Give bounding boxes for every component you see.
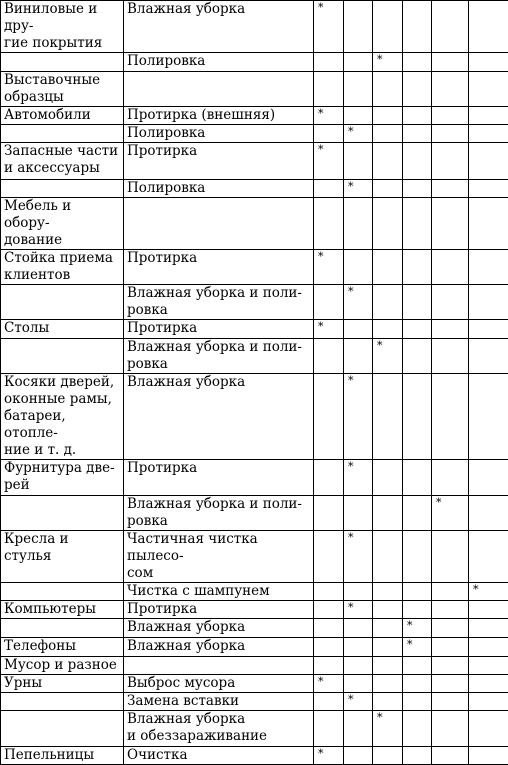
frequency-cell [432,285,469,320]
frequency-cell [469,1,508,53]
task-cell: Влажная уборка [124,374,314,460]
frequency-cell [432,250,469,285]
frequency-cell [403,285,432,320]
frequency-cell [432,339,469,374]
frequency-cell [403,125,432,143]
task-cell [124,198,314,250]
frequency-cell [469,72,508,107]
frequency-cell [469,657,508,675]
task-cell: Влажная уборка и обеззараживание [124,711,314,747]
frequency-cell [344,53,373,72]
frequency-cell [373,583,403,601]
table-row [1,107,508,125]
frequency-cell [373,619,403,638]
frequency-cell [314,125,344,143]
frequency-mark: * [314,747,344,765]
frequency-cell [373,198,403,250]
frequency-cell [469,675,508,693]
task-cell: Чистка с шампунем [124,583,314,601]
frequency-cell [403,693,432,711]
frequency-cell [314,601,344,619]
frequency-cell [432,711,469,747]
frequency-cell [432,53,469,72]
frequency-cell [373,180,403,198]
frequency-cell [469,180,508,198]
task-cell [124,72,314,107]
frequency-cell [373,675,403,693]
item-cell [1,583,124,601]
frequency-mark: * [344,285,373,320]
frequency-cell [314,711,344,747]
frequency-cell [432,320,469,339]
frequency-mark: * [344,693,373,711]
table-row [1,583,508,601]
item-cell [1,53,124,72]
frequency-mark: * [344,601,373,619]
frequency-cell [344,198,373,250]
frequency-cell [469,693,508,711]
table-row [1,374,508,460]
frequency-mark: * [314,107,344,125]
frequency-cell [469,531,508,583]
frequency-cell [432,638,469,657]
frequency-cell [469,496,508,531]
item-cell: Мусор и разное [1,657,124,675]
task-cell: Протирка [124,250,314,285]
frequency-mark: * [314,675,344,693]
frequency-cell [373,250,403,285]
frequency-cell [432,143,469,180]
item-cell [1,339,124,374]
item-cell [1,180,124,198]
item-cell: Виниловые и дру- гие покрытия [1,1,124,53]
table-row [1,320,508,339]
frequency-cell [469,107,508,125]
frequency-mark: * [344,125,373,143]
frequency-cell [373,72,403,107]
frequency-cell [403,143,432,180]
frequency-cell [344,638,373,657]
frequency-cell [314,619,344,638]
table-row [1,250,508,285]
frequency-cell [403,320,432,339]
frequency-cell [344,675,373,693]
frequency-cell [314,198,344,250]
frequency-cell [403,460,432,496]
table-row [1,601,508,619]
table-row [1,496,508,531]
frequency-cell [403,531,432,583]
frequency-cell [314,72,344,107]
frequency-cell [432,531,469,583]
frequency-cell [373,460,403,496]
frequency-cell [469,339,508,374]
table-row [1,53,508,72]
item-cell: Запасные части и аксессуары [1,143,124,180]
frequency-cell [314,374,344,460]
frequency-cell [432,657,469,675]
task-cell: Частичная чистка пылесо- сом [124,531,314,583]
task-cell: Влажная уборка [124,1,314,53]
table-row [1,460,508,496]
frequency-cell [469,125,508,143]
frequency-cell [403,1,432,53]
frequency-cell [403,496,432,531]
frequency-cell [403,250,432,285]
frequency-cell [403,53,432,72]
frequency-cell [344,250,373,285]
frequency-cell [469,374,508,460]
frequency-cell [344,72,373,107]
frequency-mark: * [469,583,508,601]
table-row [1,72,508,107]
frequency-mark: * [344,531,373,583]
task-cell: Протирка (внешняя) [124,107,314,125]
task-cell: Выброс мусора [124,675,314,693]
item-cell: Пепельницы [1,747,124,765]
frequency-cell [432,601,469,619]
frequency-cell [373,374,403,460]
task-cell: Влажная уборка [124,619,314,638]
table-body [1,1,508,765]
table-row [1,711,508,747]
frequency-cell [432,693,469,711]
task-cell: Влажная уборка и поли- ровка [124,339,314,374]
frequency-cell [469,250,508,285]
item-cell: Кресла и стулья [1,531,124,583]
frequency-cell [344,496,373,531]
frequency-cell [432,125,469,143]
frequency-cell [344,657,373,675]
frequency-mark: * [314,320,344,339]
frequency-cell [344,619,373,638]
frequency-cell [314,693,344,711]
task-cell: Протирка [124,320,314,339]
frequency-cell [432,72,469,107]
frequency-cell [314,496,344,531]
task-cell: Протирка [124,601,314,619]
frequency-cell [403,747,432,765]
item-cell: Стойка приема клиентов [1,250,124,285]
frequency-cell [432,198,469,250]
frequency-cell [432,619,469,638]
item-cell: Компьютеры [1,601,124,619]
task-cell: Полировка [124,53,314,72]
frequency-cell [403,339,432,374]
table-row [1,125,508,143]
frequency-cell [403,180,432,198]
frequency-cell [403,72,432,107]
frequency-cell [373,143,403,180]
frequency-mark: * [344,460,373,496]
frequency-cell [469,143,508,180]
frequency-cell [373,320,403,339]
frequency-mark: * [344,374,373,460]
item-cell: Урны [1,675,124,693]
frequency-cell [432,180,469,198]
frequency-cell [469,285,508,320]
frequency-cell [432,583,469,601]
frequency-cell [403,657,432,675]
frequency-cell [403,675,432,693]
item-cell: Мебель и обору- дование [1,198,124,250]
item-cell [1,619,124,638]
item-cell: Фурнитура две- рей [1,460,124,496]
frequency-cell [469,747,508,765]
frequency-cell [403,107,432,125]
frequency-cell [344,747,373,765]
frequency-cell [344,107,373,125]
task-cell: Замена вставки [124,693,314,711]
table-row [1,657,508,675]
frequency-cell [403,374,432,460]
frequency-cell [314,460,344,496]
frequency-cell [314,583,344,601]
table-row [1,638,508,657]
item-cell [1,496,124,531]
table-row [1,339,508,374]
item-cell: Столы [1,320,124,339]
table-row [1,143,508,180]
frequency-cell [373,1,403,53]
item-cell: Косяки дверей, оконные рамы, батареи, отопле- ние и т. д. [1,374,124,460]
item-cell [1,285,124,320]
frequency-cell [432,460,469,496]
table-row [1,531,508,583]
frequency-cell [373,496,403,531]
frequency-cell [373,638,403,657]
item-cell [1,693,124,711]
frequency-cell [403,583,432,601]
frequency-cell [314,180,344,198]
frequency-mark: * [314,250,344,285]
frequency-cell [469,460,508,496]
table-row [1,198,508,250]
frequency-cell [432,107,469,125]
task-cell: Протирка [124,143,314,180]
task-cell: Влажная уборка [124,638,314,657]
frequency-cell [469,53,508,72]
frequency-cell [469,601,508,619]
table-row [1,747,508,765]
frequency-cell [314,339,344,374]
frequency-cell [432,374,469,460]
table-row [1,675,508,693]
frequency-cell [314,285,344,320]
task-cell: Влажная уборка и поли- ровка [124,496,314,531]
frequency-cell [373,693,403,711]
frequency-mark: * [403,619,432,638]
frequency-mark: * [373,711,403,747]
frequency-cell [373,107,403,125]
table-row [1,285,508,320]
frequency-mark: * [403,638,432,657]
frequency-cell [344,711,373,747]
frequency-cell [314,53,344,72]
frequency-cell [469,619,508,638]
item-cell: Выставочные образцы [1,72,124,107]
frequency-cell [314,531,344,583]
frequency-cell [344,143,373,180]
frequency-cell [432,675,469,693]
frequency-cell [373,601,403,619]
table-row [1,619,508,638]
frequency-cell [314,657,344,675]
frequency-cell [373,657,403,675]
frequency-cell [373,125,403,143]
frequency-cell [469,638,508,657]
frequency-cell [344,583,373,601]
frequency-mark: * [314,143,344,180]
frequency-cell [344,1,373,53]
frequency-mark: * [373,339,403,374]
frequency-cell [373,285,403,320]
frequency-cell [373,747,403,765]
frequency-cell [403,601,432,619]
task-cell: Очистка [124,747,314,765]
task-cell: Протирка [124,460,314,496]
item-cell [1,125,124,143]
table-row [1,1,508,53]
frequency-cell [469,320,508,339]
table-row [1,693,508,711]
frequency-mark: * [432,496,469,531]
item-cell: Телефоны [1,638,124,657]
frequency-cell [344,320,373,339]
task-cell: Влажная уборка и поли- ровка [124,285,314,320]
frequency-mark: * [314,1,344,53]
item-cell: Автомобили [1,107,124,125]
table-row [1,180,508,198]
frequency-cell [403,711,432,747]
frequency-cell [344,339,373,374]
frequency-mark: * [344,180,373,198]
frequency-cell [432,747,469,765]
task-cell: Полировка [124,125,314,143]
frequency-cell [469,711,508,747]
frequency-cell [314,638,344,657]
frequency-cell [403,198,432,250]
task-cell [124,657,314,675]
task-cell: Полировка [124,180,314,198]
frequency-mark: * [373,53,403,72]
frequency-cell [469,198,508,250]
item-cell [1,711,124,747]
frequency-cell [432,1,469,53]
frequency-cell [373,531,403,583]
